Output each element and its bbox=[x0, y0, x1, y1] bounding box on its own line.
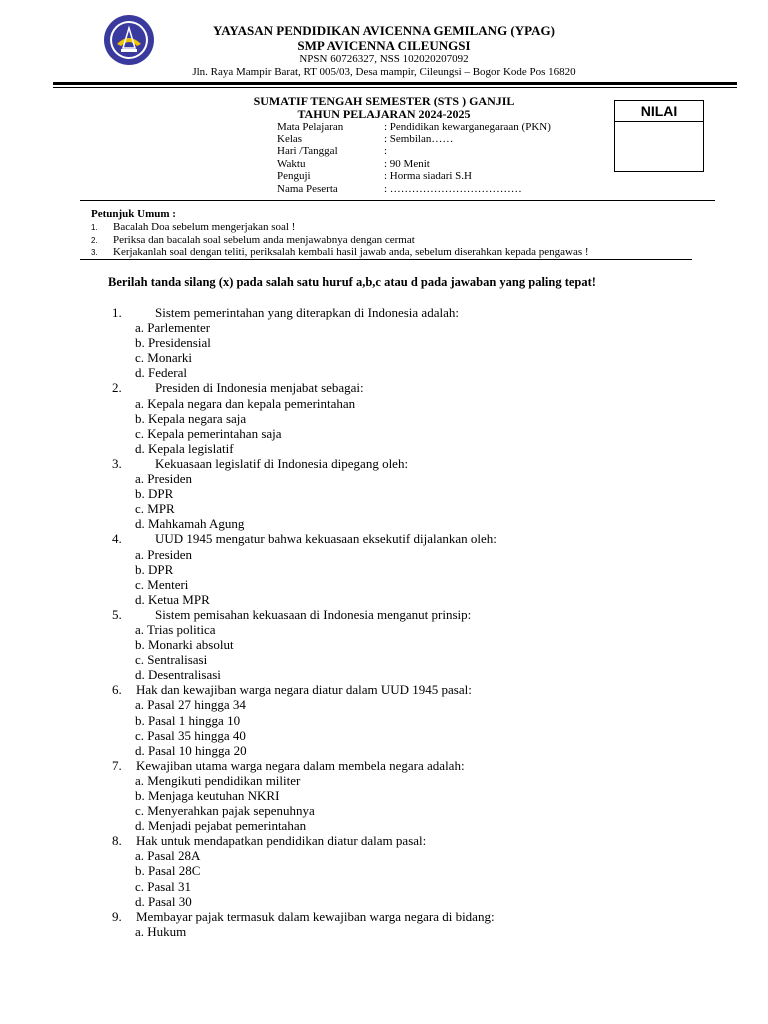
question-text: UUD 1945 mengatur bahwa kekuasaan eksekutif dijalankan oleh: bbox=[155, 531, 497, 547]
answer-option bbox=[0, 863, 768, 878]
option-text: b. Menjaga keutuhan NKRI bbox=[135, 788, 280, 803]
answer-option bbox=[0, 592, 768, 607]
answer-option bbox=[0, 879, 768, 894]
question-text: Kewajiban utama warga negara dalam membela negara adalah: bbox=[136, 757, 465, 773]
answer-instruction: Berilah tanda silang (x) pada salah satu huruf a,b,c atau d pada jawaban yang paling tepat! bbox=[108, 275, 596, 289]
option-text: a. Pasal 28A bbox=[135, 848, 201, 864]
option-text: d. Ketua MPR bbox=[135, 591, 210, 607]
answer-option bbox=[0, 652, 768, 667]
answer-option bbox=[0, 788, 768, 803]
option-text: c. Menyerahkan pajak sepenuhnya bbox=[135, 803, 315, 819]
score-label: NILAI bbox=[640, 103, 678, 119]
info-value: : Horma siadari S.H bbox=[384, 170, 472, 182]
option-text: a. Presiden bbox=[135, 471, 193, 487]
option-text: c. Sentralisasi bbox=[135, 652, 208, 668]
exam-year: TAHUN PELAJARAN 2024-2025 bbox=[297, 107, 471, 121]
answer-option bbox=[0, 848, 768, 863]
option-text: a. Pasal 27 hingga 34 bbox=[135, 697, 246, 713]
question-number: 1. bbox=[112, 305, 122, 320]
info-value: : 90 Menit bbox=[384, 158, 430, 170]
question-number: 8. bbox=[112, 833, 122, 849]
option-text: d. Federal bbox=[135, 365, 187, 381]
option-text: a. Trias politica bbox=[135, 621, 216, 637]
question-text: Membayar pajak termasuk dalam kewajiban warga negara di bidang: bbox=[136, 908, 495, 924]
answer-option bbox=[0, 697, 768, 712]
question bbox=[0, 456, 768, 471]
option-text: b. Kepala negara saja bbox=[135, 410, 247, 426]
option-text: a. Kepala negara dan kepala pemerintahan bbox=[135, 395, 356, 411]
answer-option bbox=[0, 728, 768, 743]
option-text: c. Monarki bbox=[135, 350, 193, 366]
answer-option bbox=[0, 320, 768, 335]
answer-option bbox=[0, 803, 768, 818]
question-text: Presiden di Indonesia menjabat sebagai: bbox=[155, 380, 364, 396]
instruction-number: 2. bbox=[91, 236, 98, 245]
answer-option bbox=[0, 486, 768, 501]
option-text: c. MPR bbox=[135, 501, 175, 517]
answer-option bbox=[0, 411, 768, 426]
instructions-divider bbox=[80, 259, 692, 260]
question-number: 2. bbox=[112, 380, 122, 396]
question-number: 3. bbox=[112, 455, 122, 471]
question bbox=[0, 531, 768, 546]
info-divider bbox=[80, 200, 715, 201]
question bbox=[0, 305, 768, 320]
answer-option bbox=[0, 335, 768, 350]
answer-option bbox=[0, 924, 768, 939]
instruction-number: 3. bbox=[91, 248, 98, 257]
option-text: a. Hukum bbox=[135, 923, 187, 939]
option-text: b. DPR bbox=[135, 561, 174, 577]
instruction-text: Periksa dan bacalah soal sebelum anda menjawabnya dengan cermat bbox=[113, 234, 415, 246]
info-value: : Pendidikan kewarganegaraan (PKN) bbox=[384, 121, 551, 133]
option-text: d. Menjadi pejabat pemerintahan bbox=[135, 818, 307, 834]
exam-title: SUMATIF TENGAH SEMESTER (STS ) GANJIL bbox=[253, 94, 515, 108]
info-value: : bbox=[384, 145, 388, 157]
option-text: c. Menteri bbox=[135, 576, 189, 592]
instructions-title: Petunjuk Umum : bbox=[91, 208, 176, 220]
answer-option bbox=[0, 562, 768, 577]
header-divider-thin bbox=[53, 87, 737, 88]
question bbox=[0, 909, 768, 924]
question-list bbox=[0, 305, 768, 939]
info-label: Nama Peserta bbox=[277, 183, 338, 195]
school-logo bbox=[103, 14, 155, 66]
option-text: c. Pasal 35 hingga 40 bbox=[135, 727, 246, 743]
question-text: Sistem pemerintahan yang diterapkan di Indonesia adalah: bbox=[155, 305, 459, 320]
question-text: Sistem pemisahan kekuasaan di Indonesia menganut prinsip: bbox=[155, 606, 472, 622]
answer-option bbox=[0, 516, 768, 531]
option-text: d. Pasal 30 bbox=[135, 893, 192, 909]
answer-option bbox=[0, 501, 768, 516]
score-box-divider bbox=[615, 121, 703, 122]
answer-option bbox=[0, 471, 768, 486]
question bbox=[0, 833, 768, 848]
option-text: a. Parlementer bbox=[135, 320, 211, 336]
info-label: Waktu bbox=[277, 158, 306, 170]
info-value: : ……………………………… bbox=[384, 183, 522, 195]
answer-option bbox=[0, 441, 768, 456]
answer-option bbox=[0, 396, 768, 411]
answer-option bbox=[0, 743, 768, 758]
score-box bbox=[614, 100, 704, 172]
option-text: c. Pasal 31 bbox=[135, 878, 191, 894]
option-text: b. Pasal 1 hingga 10 bbox=[135, 712, 241, 728]
question-number: 4. bbox=[112, 531, 122, 547]
answer-option bbox=[0, 637, 768, 652]
option-text: a. Mengikuti pendidikan militer bbox=[135, 772, 301, 788]
school-name: SMP AVICENNA CILEUNGSI bbox=[297, 38, 471, 53]
info-value: : Sembilan…… bbox=[384, 133, 454, 145]
answer-option bbox=[0, 667, 768, 682]
option-text: c. Kepala pemerintahan saja bbox=[135, 425, 282, 441]
header-divider bbox=[53, 82, 737, 85]
question-text: Hak dan kewajiban warga negara diatur dalam UUD 1945 pasal: bbox=[136, 682, 472, 698]
question bbox=[0, 758, 768, 773]
option-text: d. Mahkamah Agung bbox=[135, 516, 245, 532]
question bbox=[0, 607, 768, 622]
answer-option bbox=[0, 773, 768, 788]
info-label: Hari /Tanggal bbox=[277, 145, 338, 157]
option-text: b. Presidensial bbox=[135, 335, 211, 351]
answer-option bbox=[0, 426, 768, 441]
answer-option bbox=[0, 713, 768, 728]
option-text: d. Kepala legislatif bbox=[135, 440, 234, 456]
info-label: Kelas bbox=[277, 133, 303, 145]
question-number: 5. bbox=[112, 606, 122, 622]
school-npsn: NPSN 60726327, NSS 102020207092 bbox=[299, 53, 469, 65]
option-text: b. Monarki absolut bbox=[135, 637, 234, 653]
option-text: d. Pasal 10 hingga 20 bbox=[135, 742, 247, 758]
school-address: Jln. Raya Mampir Barat, RT 005/03, Desa mampir, Cileungsi – Bogor Kode Pos 16820 bbox=[192, 66, 576, 78]
question-number: 7. bbox=[112, 757, 122, 773]
answer-option bbox=[0, 818, 768, 833]
option-text: b. Pasal 28C bbox=[135, 863, 201, 879]
answer-option bbox=[0, 894, 768, 909]
option-text: d. Desentralisasi bbox=[135, 667, 221, 683]
answer-option bbox=[0, 577, 768, 592]
question bbox=[0, 380, 768, 395]
question bbox=[0, 682, 768, 697]
option-text: b. DPR bbox=[135, 486, 174, 502]
question-number: 9. bbox=[112, 908, 122, 924]
info-label: Mata Pelajaran bbox=[277, 121, 344, 133]
question-text: Hak untuk mendapatkan pendidikan diatur dalam pasal: bbox=[136, 833, 427, 849]
instruction-text: Bacalah Doa sebelum mengerjakan soal ! bbox=[113, 221, 296, 233]
answer-option bbox=[0, 365, 768, 380]
question-number: 6. bbox=[112, 682, 122, 698]
instruction-number: 1. bbox=[91, 223, 98, 232]
option-text: a. Presiden bbox=[135, 546, 193, 562]
answer-option bbox=[0, 622, 768, 637]
info-label: Penguji bbox=[277, 170, 311, 182]
answer-option bbox=[0, 350, 768, 365]
answer-option bbox=[0, 547, 768, 562]
foundation-name: YAYASAN PENDIDIKAN AVICENNA GEMILANG (YPAG) bbox=[213, 23, 555, 38]
instruction-text: Kerjakanlah soal dengan teliti, periksalah kembali hasil jawab anda, sebelum diserahkan kepada pengawas ! bbox=[113, 246, 589, 258]
question-text: Kekuasaan legislatif di Indonesia dipegang oleh: bbox=[155, 455, 409, 471]
